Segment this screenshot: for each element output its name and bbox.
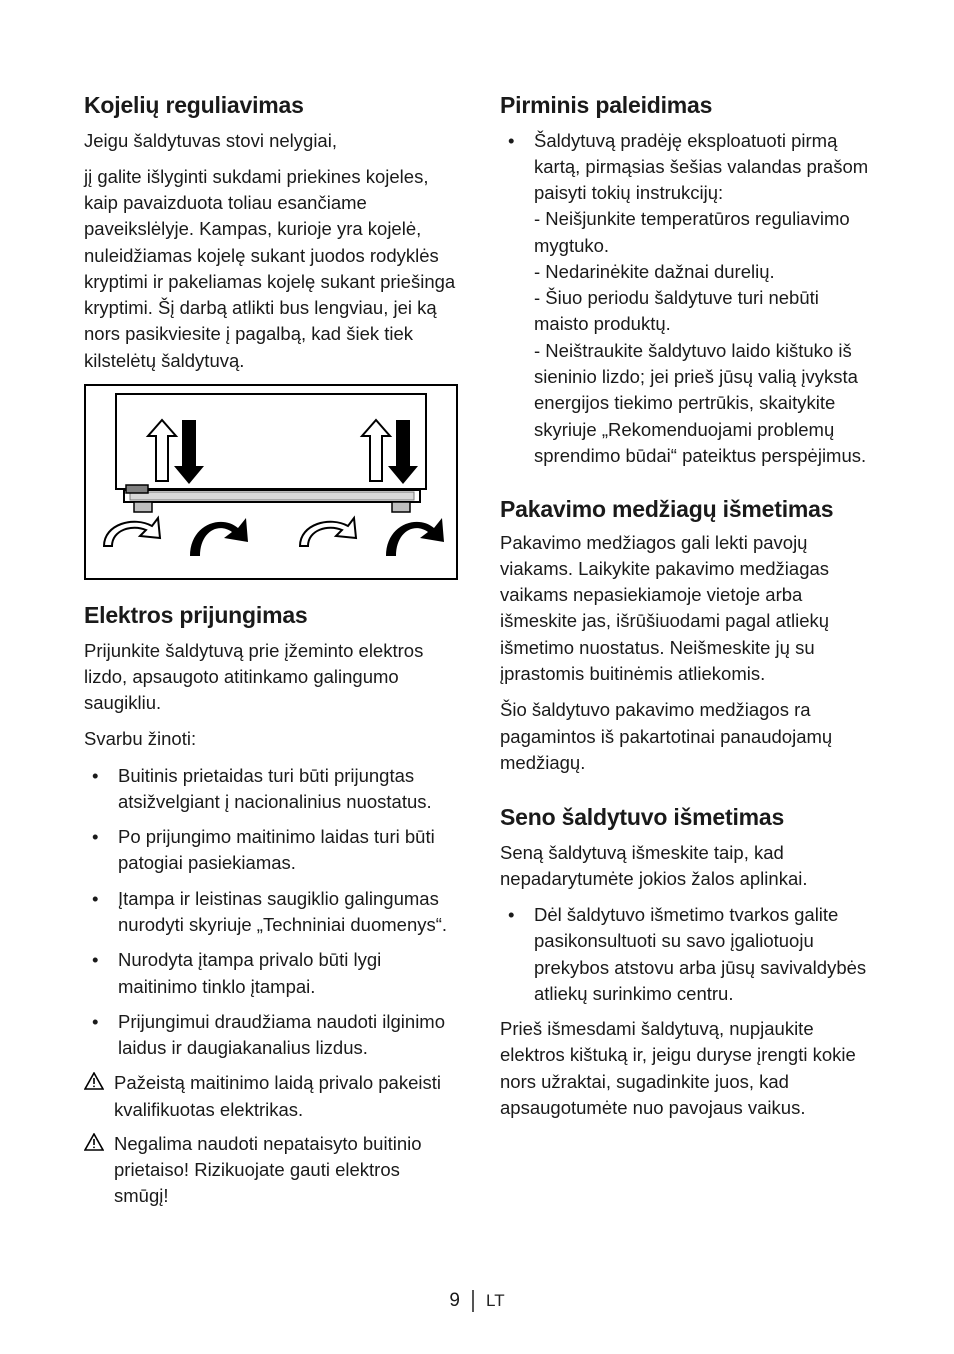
- heading-pirminis-paleidimas: Pirminis paleidimas: [500, 92, 713, 118]
- heading-seno-saldytuvo-ismetimas: Seno šaldytuvo išmetimas: [500, 804, 785, 831]
- heading-kojeliu-reguliavimas: Kojelių reguliavimas: [84, 92, 304, 118]
- bullet-marker: •: [92, 1010, 99, 1032]
- warning-triangle-icon: [84, 1133, 104, 1151]
- paragraph-elektros-2: Svarbu žinoti:: [84, 728, 197, 750]
- list-item: [500, 128, 874, 469]
- bullet-marker: •: [92, 887, 99, 909]
- bullet-marker: •: [508, 129, 515, 151]
- heading-elektros-prijungimas: Elektros prijungimas: [84, 601, 308, 628]
- two-column-layout: [84, 92, 874, 1218]
- seno-bullet-list: [500, 902, 874, 1007]
- list-item-text: Prijungimui draudžiama naudoti ilginimo laidus ir daugiakanalius lizdus.: [118, 1010, 446, 1059]
- list-item: [84, 824, 458, 877]
- list-item-text: Dėl šaldytuvo išmetimo tvarkos galite pasikonsultuoti su savo įgaliotuoju prekybos atstovu arba jūsų savivaldybės atliekų surinkimo centru.: [534, 904, 867, 1004]
- bullet-marker: •: [508, 904, 515, 926]
- warning-text-1: Pažeistą maitinimo laidą privalo pakeisti kvalifikuotas elektrikas.: [114, 1072, 441, 1120]
- sub-item-2: - Nedarinėkite dažnai durelių.: [534, 260, 775, 282]
- bullet-marker: •: [92, 949, 99, 971]
- list-item: [84, 763, 458, 816]
- paragraph-seno-1: Seną šaldytuvą išmeskite taip, kad nepadarytumėte jokios žalos aplinkai.: [500, 841, 808, 889]
- paragraph-kojeliu-1: Jeigu šaldytuvas stovi nelygiai,: [84, 129, 337, 151]
- refrigerator-feet-diagram-icon: [86, 386, 456, 578]
- bullet-marker: •: [92, 826, 99, 848]
- paragraph-pakavimo-2: Šio šaldytuvo pakavimo medžiagos ra pagamintos iš pakartotinai panaudojamų medžiagų.: [500, 699, 833, 773]
- warning-text-2: Negalima naudoti nepataisyto buitinio prietaiso! Rizikuojate gauti elektros smūgį!: [114, 1132, 422, 1207]
- sub-item-1: - Neišjunkite temperatūros reguliavimo mygtuko.: [534, 208, 850, 256]
- sub-item-3: - Šiuo periodu šaldytuve turi nebūti maisto produktų.: [534, 287, 819, 335]
- page-number: 9: [449, 1290, 474, 1312]
- warning-item-2: [84, 1131, 458, 1210]
- sub-item-4: - Neištraukite šaldytuvo laido kištuko iš sieninio lizdo; jei prieš jūsų valią įvyksta energijos tiekimo pertrūkis, skaitykite skyriuje „Rekomenduojami problemų sprendimo būdai“ pateiktus perspėjimus.: [534, 339, 867, 466]
- list-item-text: Įtampa ir leistinas saugiklio galingumas nurodyti skyriuje „Techniniai duomenys“.: [118, 887, 448, 935]
- elektros-bullet-list: [84, 763, 458, 1062]
- heading-pakavimo-medziagu-ismetimas: Pakavimo medžiagų išmetimas: [500, 496, 834, 523]
- paragraph-pakavimo-1: Pakavimo medžiagos gali lekti pavojų viakams. Laikykite pakavimo medžiagas vaikams nepasiekiamoje vietoje arba išmeskite jas, išrūšiuodami pagal atliekų išmetimo nuostatus. Neišmeskite jų su įprastomis buitinėmis atliekomis.: [500, 531, 830, 684]
- warning-item-1: [84, 1070, 458, 1123]
- right-column: [500, 92, 874, 1218]
- list-item: [84, 886, 458, 939]
- paragraph-elektros-1: Prijunkite šaldytuvą prie įžeminto elektros lizdo, apsaugoto atitinkamo galingumo saugikliu.: [84, 639, 424, 714]
- list-item-text: Šaldytuvą pradėję eksploatuoti pirmą kartą, pirmąsias šešias valandas prašom paisyti tokių instrukcijų:: [534, 129, 869, 204]
- page-footer: [0, 1290, 954, 1312]
- pirminis-bullet-list: [500, 128, 874, 469]
- paragraph-kojeliu-2: jį galite išlyginti sukdami priekines kojeles, kaip pavaizduota toliau esančiame paveikslėlyje. Kampas, kurioje yra kojelė, nuleidžiamas kojelę sukant juodos rodyklės kryptimi ir pakeliamas kojelę sukant priešinga kryptimi. Šį darbą atlikti bus lengviau, jei ką nors pasikviesite į pagalbą, kad šiek tiek kilstelėtų šaldytuvą.: [84, 165, 456, 371]
- list-item-text: Buitinis prietaidas turi būti prijungtas atsižvelgiant į nacionalinius nuostatus.: [118, 764, 432, 812]
- feet-adjustment-figure: [84, 384, 458, 580]
- paragraph-seno-2: Prieš išmesdami šaldytuvą, nupjaukite elektros kištuką ir, jeigu duryse įrengti kokie nors užraktai, sugadinkite juos, kad apsaugotumėte nuo pavojaus vaikus.: [500, 1018, 856, 1119]
- list-item-text: Nurodyta įtampa privalo būti lygi maitinimo tinklo įtampai.: [118, 949, 382, 997]
- language-code: LT: [486, 1291, 505, 1310]
- list-item-text: Po prijungimo maitinimo laidas turi būti patogiai pasiekiamas.: [118, 826, 435, 874]
- bullet-marker: •: [92, 764, 99, 786]
- list-item: [500, 902, 874, 1007]
- list-item: [84, 1009, 458, 1062]
- list-item: [84, 947, 458, 1000]
- left-column: [84, 92, 458, 1218]
- warning-triangle-icon: [84, 1072, 104, 1090]
